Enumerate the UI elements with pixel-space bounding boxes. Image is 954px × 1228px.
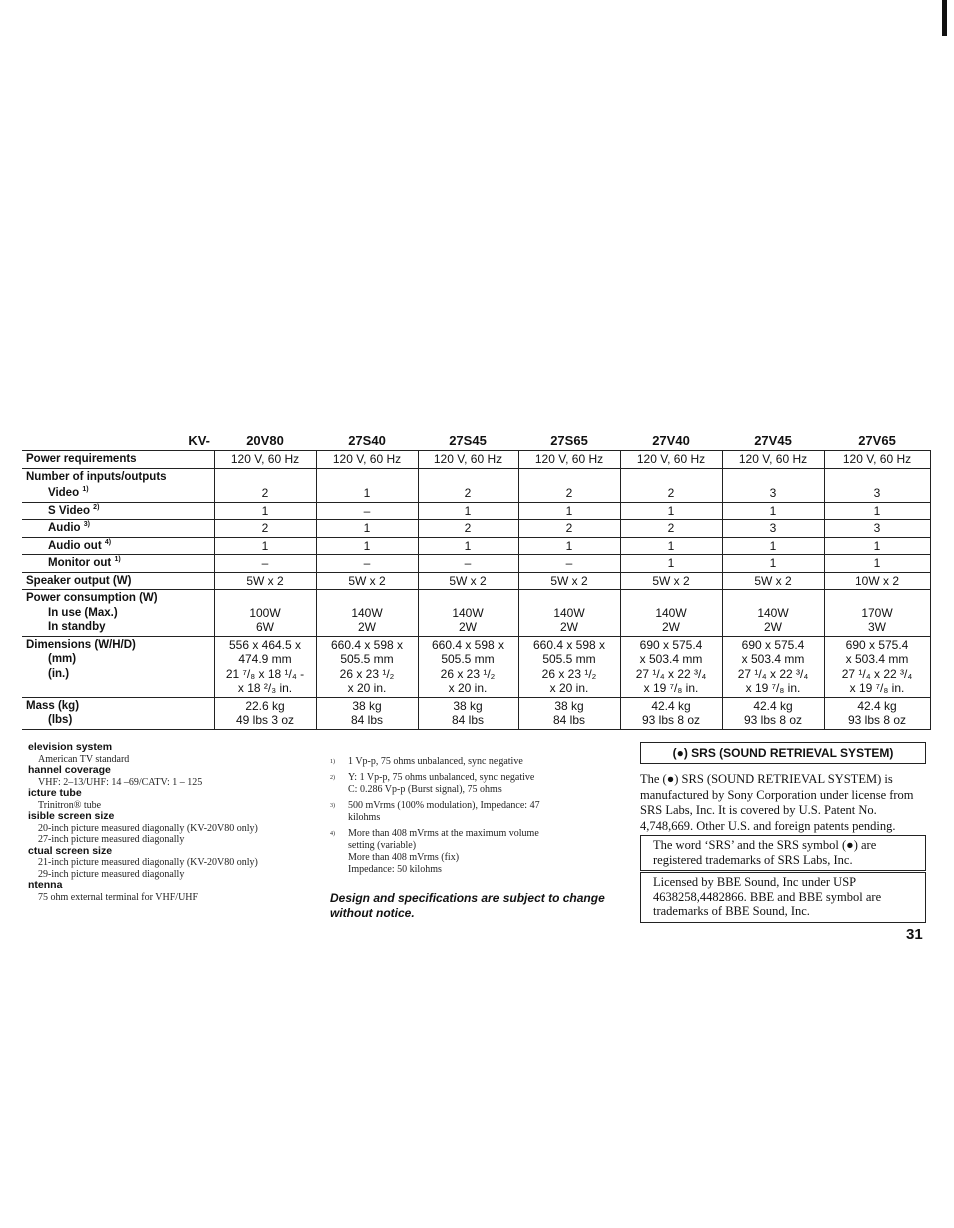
row-label: Video $^{1)}$: [22, 485, 214, 502]
note-heading: ntenna: [28, 879, 63, 891]
note-text: Trinitron® tube: [38, 799, 102, 811]
general-specs-notes: [28, 742, 318, 903]
row-speaker-output: [22, 572, 930, 590]
srs-heading: (●) SRS (SOUND RETRIEVAL SYSTEM): [640, 742, 926, 764]
cell: 22.6 kg 49 lbs 3 oz: [214, 697, 316, 729]
note-text: 27-inch picture measured diagonally: [38, 834, 185, 845]
cell: 660.4 x 598 x 505.5 mm 26 x 23 ¹/₂ x 20 in.: [316, 636, 418, 697]
cell: [316, 468, 418, 485]
note-text: 21-inch picture measured diagonally (KV-20V80 only): [38, 857, 258, 868]
cell: 42.4 kg 93 lbs 8 oz: [620, 697, 722, 729]
design-change-notice: Design and specifications are subject to change without notice.: [330, 891, 605, 920]
cell: 5W x 2: [214, 572, 316, 590]
cell: 1: [620, 555, 722, 573]
note-heading: hannel coverage: [28, 764, 111, 776]
note-text: 20-inch picture measured diagonally (KV-20V80 only): [38, 822, 258, 834]
cell: 2: [214, 520, 316, 538]
footnote: 3) 500 mVrms (100% modulation), Impedance: 47 kilohms: [330, 800, 540, 823]
cell: 1: [824, 537, 930, 555]
row-label: Monitor out $^{1)}$: [22, 555, 214, 573]
cell: 2: [518, 485, 620, 502]
cell: [620, 468, 722, 485]
row-label: Audio $^{3)}$: [22, 520, 214, 538]
row-label: Mass (kg) (lbs): [22, 697, 214, 729]
cell: 120 V, 60 Hz: [824, 451, 930, 469]
cell: –: [518, 555, 620, 573]
row-label: Speaker output (W): [22, 572, 214, 590]
note-heading: elevision system: [28, 741, 113, 753]
row-power-requirements: [22, 451, 930, 469]
cell: –: [214, 555, 316, 573]
cell: 42.4 kg 93 lbs 8 oz: [722, 697, 824, 729]
kv-prefix: KV-: [188, 433, 210, 448]
cell: 2: [418, 485, 518, 502]
cell: 5W x 2: [418, 572, 518, 590]
row-inputs-outputs: [22, 468, 930, 485]
cell: 42.4 kg 93 lbs 8 oz: [824, 697, 930, 729]
cell: 3: [824, 485, 930, 502]
footnote: 4) More than 408 mVrms at the maximum volume setting (variable) More than 408 mVrms (fix) Impedance: 50 kilohms: [330, 828, 539, 875]
cell: 690 x 575.4 x 503.4 mm 27 ¹/₄ x 22 ³/₄ x 19 ⁷/₈ in.: [824, 636, 930, 697]
row-label: Audio out $^{4)}$: [22, 537, 214, 555]
footnote: 2) Y: 1 Vp-p, 75 ohms unbalanced, sync negative C: 0.286 Vp-p (Burst signal), 75 ohms: [330, 772, 535, 795]
row-label: Dimensions (W/H/D) (mm) (in.): [22, 636, 214, 697]
cell: –: [316, 502, 418, 520]
cell: 120 V, 60 Hz: [316, 451, 418, 469]
cell: 1: [824, 555, 930, 573]
cell: 120 V, 60 Hz: [620, 451, 722, 469]
cell: 1: [214, 537, 316, 555]
row-label: Power consumption (W) In use (Max.) In standby: [22, 590, 214, 637]
model-name: 27S65: [550, 433, 588, 448]
cell: 100W 6W: [214, 590, 316, 637]
note-heading: ctual screen size: [28, 844, 113, 857]
row-s-video: [22, 502, 930, 520]
cell: 38 kg 84 lbs: [518, 697, 620, 729]
page-number: 31: [906, 926, 923, 943]
cell: 5W x 2: [722, 572, 824, 590]
note-heading: isible screen size: [28, 810, 115, 822]
cell: 2: [418, 520, 518, 538]
cell: 556 x 464.5 x 474.9 mm 21 ⁷/₈ x 18 ¹/₄ - x 18 ²/₃ in.: [214, 636, 316, 697]
cell: 3: [824, 520, 930, 538]
bbe-license-box: Licensed by BBE Sound, Inc under USP 4638258,4482866. BBE and BBE symbol are trademarks of BBE Sound, Inc.: [640, 872, 926, 923]
cell: 5W x 2: [316, 572, 418, 590]
cell: –: [316, 555, 418, 573]
model-name: 27V40: [652, 433, 690, 448]
cell: 140W 2W: [722, 590, 824, 637]
row-audio-out: [22, 537, 930, 555]
note-text: VHF: 2–13/UHF: 14 –69/CATV: 1 – 125: [38, 776, 203, 788]
note-heading: icture tube: [28, 787, 82, 799]
footnote: 1) 1 Vp-p, 75 ohms unbalanced, sync negative: [330, 756, 523, 767]
cell: 2: [620, 485, 722, 502]
srs-description: The (●) SRS (SOUND RETRIEVAL SYSTEM) is manufactured by Sony Corporation under license from SRS Labs, Inc. It is covered by U.S. Patent No. 4,748,669. Other U.S. and foreign patents pending.: [640, 772, 914, 833]
model-header-row: [22, 430, 930, 451]
cell: 120 V, 60 Hz: [418, 451, 518, 469]
cell: [418, 468, 518, 485]
row-label: Number of inputs/outputs: [22, 468, 214, 485]
cell: 1: [620, 537, 722, 555]
cell: [824, 468, 930, 485]
cell: 1: [518, 502, 620, 520]
cell: 140W 2W: [518, 590, 620, 637]
cell: 10W x 2: [824, 572, 930, 590]
cell: 38 kg 84 lbs: [316, 697, 418, 729]
cell: 2: [620, 520, 722, 538]
specifications-table: [22, 430, 931, 730]
row-label: Power requirements: [22, 451, 214, 469]
cell: 1: [518, 537, 620, 555]
cell: [518, 468, 620, 485]
cell: 3: [722, 485, 824, 502]
cell: 2: [518, 520, 620, 538]
footnotes: [330, 756, 620, 880]
cell: 660.4 x 598 x 505.5 mm 26 x 23 ¹/₂ x 20 in.: [518, 636, 620, 697]
cell: 1: [620, 502, 722, 520]
cell: 1: [824, 502, 930, 520]
model-name: 27V65: [858, 433, 896, 448]
srs-trademark-box: The word ‘SRS’ and the SRS symbol (●) are registered trademarks of SRS Labs, Inc.: [640, 835, 926, 871]
cell: 1: [316, 537, 418, 555]
model-name: 27V45: [754, 433, 792, 448]
cell: 3: [722, 520, 824, 538]
model-name: 27S45: [449, 433, 487, 448]
note-text: American TV standard: [38, 753, 130, 765]
row-label: S Video $^{2)}$: [22, 502, 214, 520]
row-mass: [22, 697, 930, 729]
cell: 140W 2W: [316, 590, 418, 637]
cell: 38 kg 84 lbs: [418, 697, 518, 729]
cell: 1: [722, 502, 824, 520]
page-edge-marker: [942, 0, 947, 36]
cell: [722, 468, 824, 485]
cell: 2: [214, 485, 316, 502]
cell: 1: [418, 502, 518, 520]
note-text: 29-inch picture measured diagonally: [38, 868, 185, 880]
cell: 5W x 2: [620, 572, 722, 590]
model-name: 20V80: [246, 433, 284, 448]
cell: –: [418, 555, 518, 573]
cell: 120 V, 60 Hz: [214, 451, 316, 469]
cell: 140W 2W: [620, 590, 722, 637]
cell: 690 x 575.4 x 503.4 mm 27 ¹/₄ x 22 ³/₄ x 19 ⁷/₈ in.: [620, 636, 722, 697]
cell: 1: [722, 537, 824, 555]
model-name: 27S40: [348, 433, 386, 448]
cell: 1: [316, 520, 418, 538]
row-dimensions: [22, 636, 930, 697]
cell: 1: [418, 537, 518, 555]
cell: 1: [316, 485, 418, 502]
cell: 690 x 575.4 x 503.4 mm 27 ¹/₄ x 22 ³/₄ x 19 ⁷/₈ in.: [722, 636, 824, 697]
cell: 120 V, 60 Hz: [518, 451, 620, 469]
cell: [214, 468, 316, 485]
cell: 660.4 x 598 x 505.5 mm 26 x 23 ¹/₂ x 20 in.: [418, 636, 518, 697]
note-text: 75 ohm external terminal for VHF/UHF: [38, 891, 199, 903]
row-power-consumption: [22, 590, 930, 637]
cell: 1: [722, 555, 824, 573]
row-audio: [22, 520, 930, 538]
row-monitor-out: [22, 555, 930, 573]
cell: 120 V, 60 Hz: [722, 451, 824, 469]
cell: 5W x 2: [518, 572, 620, 590]
row-video: [22, 485, 930, 502]
cell: 170W 3W: [824, 590, 930, 637]
cell: 1: [214, 502, 316, 520]
cell: 140W 2W: [418, 590, 518, 637]
